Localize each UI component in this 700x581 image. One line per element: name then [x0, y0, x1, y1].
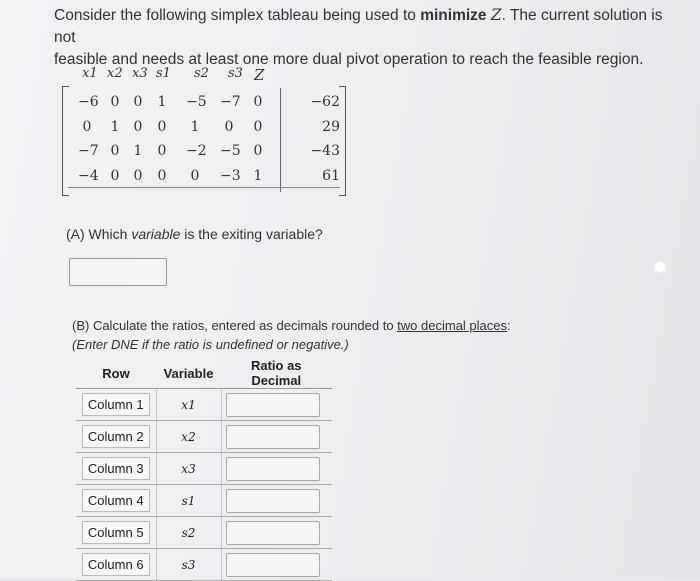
ratio-input[interactable] — [226, 457, 320, 481]
row-label: Column 3 — [82, 457, 150, 480]
tableau-row — [62, 141, 362, 165]
tableau-cell: 0 — [253, 94, 263, 110]
tableau-cell: 0 — [133, 119, 143, 135]
question-bold: minimize — [420, 7, 487, 24]
question-part2: . The current solution is not — [54, 7, 663, 46]
header-variable: Variable — [156, 358, 221, 389]
ratio-input[interactable] — [226, 521, 320, 545]
part-a-prefix: (A) Which — [66, 226, 132, 242]
simplex-tableau — [62, 66, 362, 196]
tableau-cell: 0 — [157, 119, 167, 135]
tableau-cell: 1 — [157, 94, 167, 110]
question-text — [54, 4, 684, 71]
tableau-row — [62, 166, 362, 190]
header-ratio: Ratio as Decimal — [221, 358, 332, 389]
tableau-rhs: −43 — [310, 143, 340, 159]
tableau-cell: −2 — [186, 143, 207, 159]
tableau-cell: 0 — [157, 143, 167, 159]
row-label: Column 1 — [82, 393, 150, 416]
table-row — [76, 389, 332, 421]
row-label: Column 5 — [82, 521, 150, 544]
tableau-cell: 0 — [224, 119, 234, 135]
ratio-table-header — [76, 358, 332, 389]
part-b-question — [72, 316, 542, 354]
tableau-cell: 0 — [110, 94, 120, 110]
variable-cell: s2 — [156, 517, 221, 549]
part-b-note: (Enter DNE if the ratio is undefined or negative.) — [72, 337, 349, 352]
part-a-italic: variable — [131, 226, 181, 242]
tableau-cell: −7 — [78, 143, 99, 159]
table-row — [76, 517, 332, 549]
tableau-cell: 0 — [110, 168, 120, 184]
tableau-cell: 0 — [133, 94, 143, 110]
variable-cell: s3 — [156, 549, 221, 581]
ratio-input[interactable] — [226, 553, 320, 577]
tableau-cell: −7 — [220, 94, 241, 110]
variable-cell: x1 — [156, 389, 221, 421]
table-row — [76, 485, 332, 517]
tableau-rhs: 61 — [322, 168, 340, 184]
part-b-underline: two decimal places — [397, 318, 507, 333]
question-line2: feasible and needs at least one more dual pivot operation to reach the feasible region. — [54, 51, 644, 68]
tableau-cell: 0 — [253, 119, 263, 135]
light-glare — [655, 262, 665, 272]
tableau-cell: −5 — [220, 143, 241, 159]
table-row — [76, 549, 332, 581]
tableau-header-s2: s2 — [194, 66, 209, 81]
tableau-header-z: Z — [254, 66, 265, 84]
tableau-header-x3: x3 — [132, 66, 148, 81]
question-part1: Consider the following simplex tableau being used to — [54, 7, 421, 24]
row-label: Column 2 — [82, 425, 150, 448]
tableau-header-x2: x2 — [107, 66, 123, 81]
tableau-cell: 0 — [190, 168, 200, 184]
tableau-cell: 1 — [190, 119, 200, 135]
tableau-cell: −6 — [78, 94, 99, 110]
tableau-cell: 1 — [110, 119, 120, 135]
part-a-suffix: is the exiting variable? — [180, 226, 323, 242]
tableau-cell: 0 — [253, 143, 263, 159]
part-a-question — [66, 226, 323, 242]
table-row — [76, 453, 332, 485]
part-b-prefix: (B) Calculate the ratios, entered as decimals rounded to — [72, 318, 398, 333]
tableau-header-s1: s1 — [156, 66, 171, 81]
ratio-input[interactable] — [226, 489, 320, 513]
tableau-cell: 1 — [133, 143, 143, 159]
tableau-cell: −5 — [186, 94, 207, 110]
tableau-cell: 0 — [82, 119, 92, 135]
tableau-rhs: −62 — [310, 94, 340, 110]
ratio-input[interactable] — [226, 425, 320, 449]
ratio-input[interactable] — [226, 393, 320, 417]
question-var: Z — [490, 6, 502, 24]
variable-cell: s1 — [156, 485, 221, 517]
row-label: Column 4 — [82, 489, 150, 512]
tableau-cell: 0 — [157, 168, 167, 184]
ratio-table — [76, 358, 332, 581]
tableau-header-x1: x1 — [82, 66, 98, 81]
tableau-cell: −3 — [220, 168, 241, 184]
part-b-suffix: : — [507, 318, 511, 333]
tableau-row — [62, 92, 362, 116]
header-row: Row — [76, 358, 156, 389]
tableau-cell: 0 — [110, 143, 120, 159]
tableau-header-s3: s3 — [228, 66, 243, 81]
tableau-cell: −4 — [78, 168, 99, 184]
row-label: Column 6 — [82, 553, 150, 576]
table-row — [76, 421, 332, 453]
variable-cell: x3 — [156, 453, 221, 485]
tableau-rhs: 29 — [322, 119, 340, 135]
tableau-cell: 1 — [253, 168, 263, 184]
exiting-variable-input[interactable] — [69, 258, 167, 286]
tableau-row — [62, 117, 362, 141]
tableau-cell: 0 — [133, 168, 143, 184]
variable-cell: x2 — [156, 421, 221, 453]
